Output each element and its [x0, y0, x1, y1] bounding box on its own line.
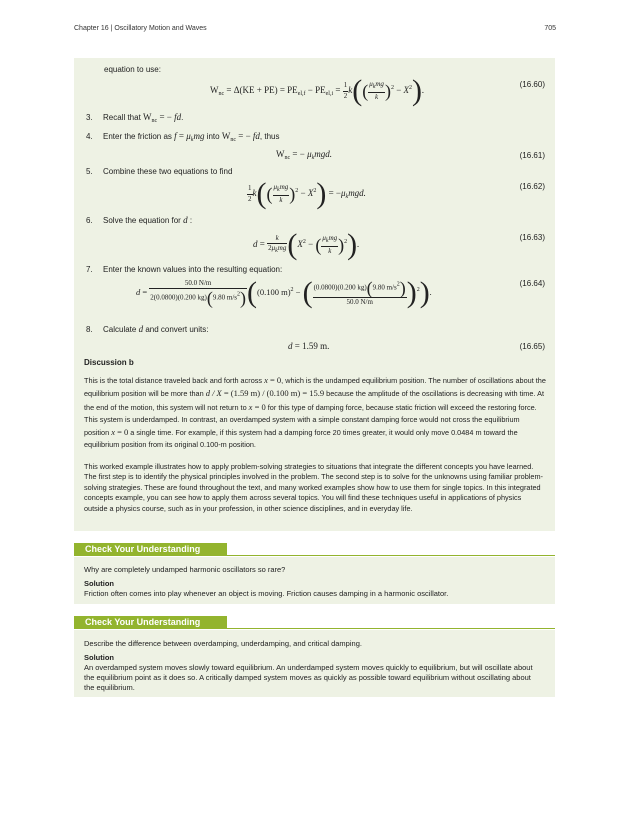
- equation-number: (16.61): [519, 151, 545, 160]
- step-7: [86, 265, 546, 275]
- step-number: 8.: [86, 325, 93, 334]
- equation-16-61: $W_{nc}$ = − $\mu_kmgd$.: [276, 149, 333, 161]
- equation-16-60: $W_{nc} = \Delta(KE + PE) = PE_{el,f} - PE_{el,i}$ = $\frac{1}{2}$ k(( $\frac{\text{μkmg}}{k}$ )$^2 - X^2$).: [210, 74, 425, 107]
- step-8: [86, 324, 546, 336]
- step-5: [86, 167, 546, 177]
- worked-example-panel: [74, 58, 555, 531]
- discussion-paragraph-1: [84, 374, 546, 452]
- step-text: .: [181, 113, 184, 122]
- step-number: 3.: [86, 113, 93, 122]
- inline-math: x = 0: [264, 375, 282, 385]
- equation-number: (16.63): [519, 233, 545, 242]
- cyu-question: Why are completely undamped harmonic oscillators so rare?: [84, 565, 286, 574]
- cyu-panel-1: [74, 557, 555, 604]
- step-3: [86, 112, 546, 126]
- inline-math: x = 0: [248, 401, 266, 412]
- paragraph-text: a single time. For example, if this system had a damping force 20 times greater, it would only move 0.0484 m toward the equilibrium position from its original 0.100-m position.: [84, 428, 518, 450]
- step-text: Enter the friction as: [103, 132, 172, 141]
- step-text: Enter the known values into the resulting equation:: [103, 265, 283, 274]
- step-text: Combine these two equations to find: [103, 167, 233, 176]
- equation-16-65: d = 1.59 m.: [288, 341, 330, 351]
- step-4: [86, 131, 546, 145]
- step-number: 7.: [86, 265, 93, 274]
- cyu-title: Check Your Understanding: [74, 543, 227, 556]
- step-number: 4.: [86, 132, 93, 141]
- equation-16-64: d = $\frac{50.0 N/m}{2(0.0800)(0.200 kg)(9.80 m/s2)}$ ((0.100 m)$^2$ − ( $\frac{(0.0800)(0.200 kg)(9.80 m/s2)}{50.0 N/m}$ )$^2$).: [136, 276, 432, 309]
- inline-math: $f = \mu_kmg$: [174, 131, 205, 143]
- equation-number: (16.60): [519, 80, 545, 89]
- equation-16-63: d = $\frac{k}{\text{2μkmg}}$ ($X^2$ − ( $\frac{\text{μkmg}}{k}$ )$^2$).: [253, 228, 360, 261]
- cyu-solution-heading: Solution: [84, 653, 114, 662]
- cyu-solution: An overdamped system moves slowly toward equilibrium. An underdamped system moves quickly to equilibrium, but will oscillate about the equilibrium point as it does so. A critically damped system moves as quickly as possible toward equilibrium without oscillating about the equilibrium.: [84, 663, 533, 692]
- cyu-panel-2: [74, 630, 555, 697]
- equation-number: (16.64): [519, 279, 545, 288]
- step-text: Recall that: [103, 113, 141, 122]
- step-text: Solve the equation for: [103, 216, 181, 225]
- step-text: , thus: [259, 132, 280, 141]
- running-header-chapter: Chapter 16 | Oscillatory Motion and Waves: [74, 25, 207, 32]
- inline-math: d / X = (1.59 m) / (0.100 m) = 15.9: [205, 388, 325, 399]
- paragraph-text: because the amplitude of the oscillations is decreasing with time. At the end of the motion, this system will not return to: [84, 389, 544, 412]
- cyu-question: Describe the difference between overdamping, underdamping, and critical damping.: [84, 639, 362, 648]
- intro-text: equation to use:: [104, 65, 161, 74]
- discussion-paragraph-2: This worked example illustrates how to apply problem-solving strategies to situations that integrate the different concepts you have learned. The first step is to identify the physical principles involved in the problem. The second step is to solve for the unknowns using familiar problem-solving strategies. These are found throughout the text, and many worked examples show how to use them for single topics. In this integrated concepts example, you can see how to apply them across several topics. You will find these techniques useful in applications of physics outside a physics course, such as in your profession, in other science disciplines, and in everyday life.: [84, 462, 543, 513]
- equation-number: (16.65): [519, 342, 545, 351]
- step-number: 5.: [86, 167, 93, 176]
- cyu-solution: Friction often comes into play whenever an object is moving. Friction causes damping in a harmonic oscillator.: [84, 589, 449, 598]
- cyu-solution-heading: Solution: [84, 579, 114, 588]
- step-text: Calculate: [103, 325, 137, 334]
- cyu-header-1: [74, 543, 555, 556]
- paragraph-text: for this type of damping force, because static friction will exceed the restoring force. This system is underdamped. In contrast, an overdamped system with a simple constant damping force would not cross the equilibrium position: [84, 402, 537, 438]
- step-text: into: [206, 132, 220, 141]
- paragraph-text: This is the total distance traveled back and forth across: [84, 376, 263, 385]
- step-text: and convert units:: [145, 325, 209, 334]
- step-number: 6.: [86, 216, 93, 225]
- inline-math: $W_{nc}$ = − fd: [221, 131, 260, 143]
- page-number: 705: [544, 25, 556, 32]
- equation-number: (16.62): [519, 182, 545, 191]
- cyu-title: Check Your Understanding: [74, 616, 227, 629]
- inline-math: $W_{nc}$ = − fd: [143, 112, 182, 124]
- discussion-heading: Discussion b: [84, 358, 134, 367]
- inline-math: d: [183, 215, 188, 225]
- paragraph-text: , which is the undamped equilibrium position. The number of oscillations about the equilibrium position will be more than: [84, 376, 546, 399]
- equation-16-62: $\frac{1}{2}$ k(( $\frac{\text{μkmg}}{k}$ )$^2 - X^2) = -\mu_kmgd$.: [248, 177, 366, 210]
- step-text: :: [189, 216, 193, 225]
- cyu-header-2: [74, 616, 555, 629]
- inline-math: d: [138, 324, 144, 334]
- inline-math: x = 0: [111, 427, 129, 438]
- step-6: [86, 215, 546, 227]
